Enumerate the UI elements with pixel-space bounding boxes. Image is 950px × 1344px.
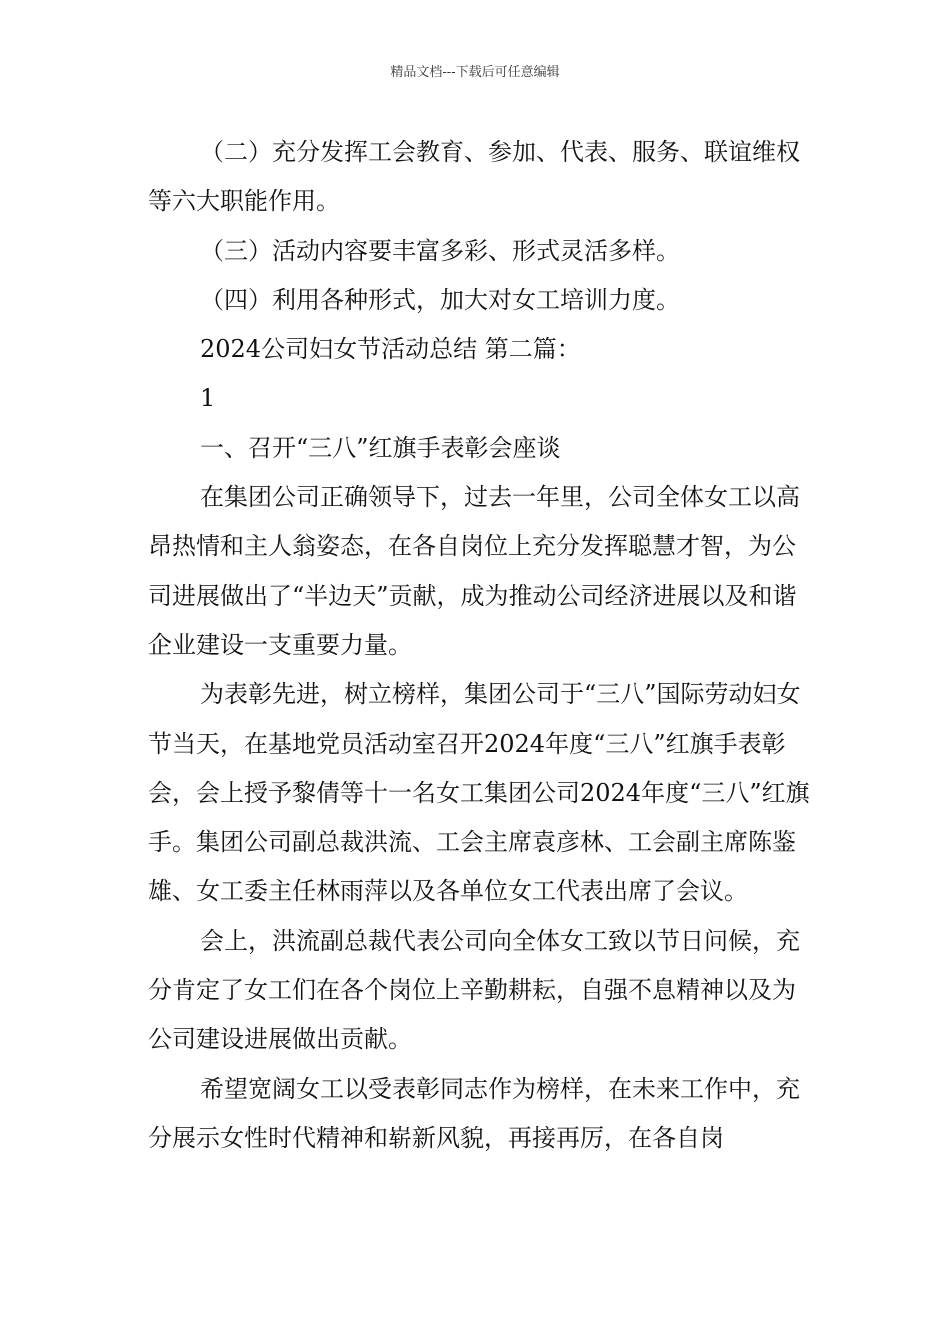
document-body: [148, 128, 816, 1163]
chapter-heading: 2024公司妇女节活动总结 第二篇：: [200, 335, 581, 364]
paragraph-hope: 希望宽阔女工以受表彰同志作为榜样，在未来工作中，充分展示女性时代精神和崭新风貌，再接再厉，在各自岗: [148, 1074, 800, 1152]
paragraph-section-four: （四）利用各种形式，加大对女工培训力度。: [200, 285, 680, 314]
chapter-number: 1: [200, 384, 216, 413]
paragraph-commendation: 为表彰先进，树立榜样，集团公司于“三八”国际劳动妇女节当天，在基地党员活动室召开2024年度“三八”红旗手表彰会，会上授予黎倩等十一名女工集团公司2024年度“三八”红旗手。集团公司副总裁洪流、工会主席袁彦林、工会副主席陈鉴雄、女工委主任林雨萍以及各单位女工代表出席了会议。: [148, 680, 810, 906]
page-header: 精品文档---下载后可任意编辑: [390, 65, 560, 80]
section-heading: 一、召开“三八”红旗手表彰会座谈: [200, 433, 561, 462]
paragraph-intro: 在集团公司正确领导下，过去一年里，公司全体女工以高昂热情和主人翁姿态，在各自岗位上充分发挥聪慧才智，为公司进展做出了“半边天”贡献，成为推动公司经济进展以及和谐企业建设一支重要力量。: [148, 483, 800, 659]
paragraph-section-three: （三）活动内容要丰富多彩、形式灵活多样。: [200, 236, 680, 265]
paragraph-greeting: 会上，洪流副总裁代表公司向全体女工致以节日问候，充分肯定了女工们在各个岗位上辛勤耕耘，自强不息精神以及为公司建设进展做出贡献。: [148, 926, 800, 1054]
paragraph-section-two: （二）充分发挥工会教育、参加、代表、服务、联谊维权等六大职能作用。: [148, 138, 800, 216]
